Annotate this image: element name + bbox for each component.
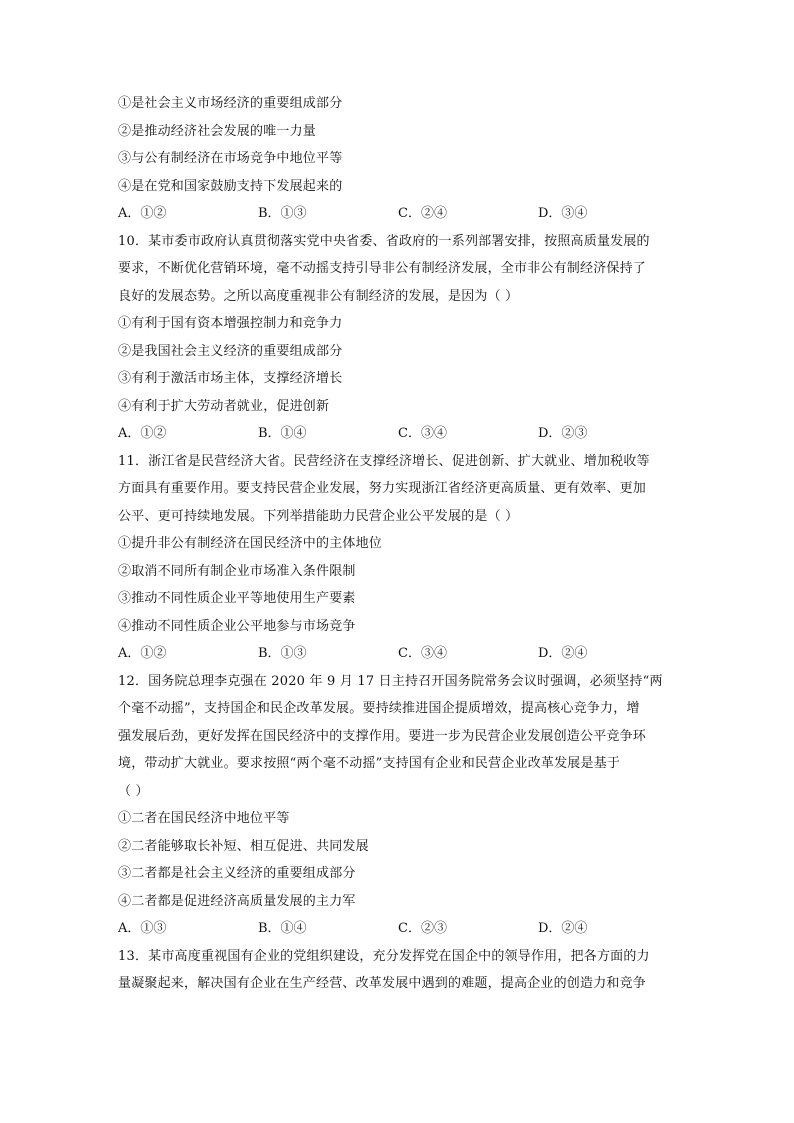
option-c: C．③④ — [398, 426, 447, 441]
choice-statement-3: ③有利于激活市场主体，支撑经济增长 — [118, 371, 343, 386]
question-text-line: 13．某市高度重视国有企业的党组织建设，充分发挥党在国企中的领导作用，把各方面的力 — [118, 948, 650, 964]
question-text-line: 12．国务院总理李克强在 2020 年 9 月 17 日主持召开国务院常务会议时强调，必须坚持“两 — [118, 673, 663, 689]
choice-statement-4: ④是在党和国家鼓励支持下发展起来的 — [118, 178, 343, 194]
option-a: A．①③ — [118, 921, 167, 936]
question-12 — [118, 668, 678, 943]
option-d: D．③④ — [538, 206, 588, 221]
choice-statement-1: ①有利于国有资本增强控制力和竞争力 — [118, 316, 343, 331]
choice-statement-3: ③推动不同性质企业平等地使用生产要素 — [118, 591, 356, 606]
option-d: D．②④ — [538, 921, 588, 936]
question-text-line: 要求，不断优化营销环境，毫不动摇支持引导非公有制经济发展，全市非公有制经济保持了 — [118, 261, 647, 276]
option-b: B．①④ — [258, 921, 307, 936]
question-text-line: 量凝聚起来，解决国有企业在生产经营、改革发展中遇到的难题，提高企业的创造力和竞争 — [118, 976, 647, 991]
choice-statement-2: ②是我国社会主义经济的重要组成部分 — [118, 343, 343, 359]
answer-options — [118, 420, 678, 448]
choice-statement-2: ②二者能够取长补短、相互促进、共同发展 — [118, 838, 369, 854]
choice-statement-2: ②取消不同所有制企业市场准入条件限制 — [118, 563, 356, 579]
question-text-line: 良好的发展态势。之所以高度重视非公有制经济的发展，是因为（ ） — [118, 288, 519, 304]
option-c: C．②③ — [398, 921, 447, 936]
question-text-line: 公平、更可持续地发展。下列举措能助力民营企业公平发展的是（ ） — [118, 508, 519, 524]
question-13 — [118, 943, 678, 998]
choice-statement-4: ④推动不同性质企业公平地参与市场竞争 — [118, 618, 356, 634]
question-9 — [118, 90, 678, 228]
document-page — [118, 90, 678, 998]
option-a: A．①② — [118, 206, 167, 221]
answer-blank: （ ） — [118, 783, 149, 799]
question-11 — [118, 448, 678, 668]
option-b: B．①④ — [258, 426, 307, 441]
choice-statement-1: ①提升非公有制经济在国民经济中的主体地位 — [118, 536, 383, 551]
question-text-line: 11．浙江省是民营经济大省。民营经济在支撑经济增长、促进创新、扩大就业、增加税收等 — [118, 453, 650, 469]
option-a: A．①② — [118, 646, 167, 661]
option-b: B．①③ — [258, 206, 307, 221]
choice-statement-1: ①是社会主义市场经济的重要组成部分 — [118, 96, 343, 111]
choice-statement-2: ②是推动经济社会发展的唯一力量 — [118, 123, 317, 139]
question-text-line: 境，带动扩大就业。要求按照“两个毫不动摇”支持国有企业和民营企业改革发展是基于 — [118, 756, 621, 771]
choice-statement-1: ①二者在国民经济中地位平等 — [118, 811, 290, 826]
answer-options — [118, 200, 678, 228]
answer-options — [118, 915, 678, 943]
question-text-line: 10．某市委市政府认真贯彻落实党中央省委、省政府的一系列部署安排，按照高质量发展的 — [118, 233, 650, 249]
question-text-line: 强发展后劲，更好发挥在国民经济中的支撑作用。要进一步为民营企业发展创造公平竞争环 — [118, 728, 647, 744]
question-10 — [118, 228, 678, 448]
question-text-line: 方面具有重要作用。要支持民营企业发展，努力实现浙江省经济更高质量、更有效率、更加 — [118, 481, 647, 496]
choice-statement-3: ③二者都是社会主义经济的重要组成部分 — [118, 866, 356, 881]
option-c: C．③④ — [398, 646, 447, 661]
option-b: B．①③ — [258, 646, 307, 661]
choice-statement-4: ④二者都是促进经济高质量发展的主力军 — [118, 893, 356, 909]
option-d: D．②③ — [538, 426, 588, 441]
question-text-line: 个毫不动摇”，支持国企和民企改革发展。要持续推进国企提质增效，提高核心竞争力，增 — [118, 701, 640, 716]
answer-options — [118, 640, 678, 668]
option-c: C．②④ — [398, 206, 447, 221]
option-d: D．②④ — [538, 646, 588, 661]
choice-statement-3: ③与公有制经济在市场竞争中地位平等 — [118, 151, 343, 166]
option-a: A．①② — [118, 426, 167, 441]
choice-statement-4: ④有利于扩大劳动者就业，促进创新 — [118, 398, 330, 414]
